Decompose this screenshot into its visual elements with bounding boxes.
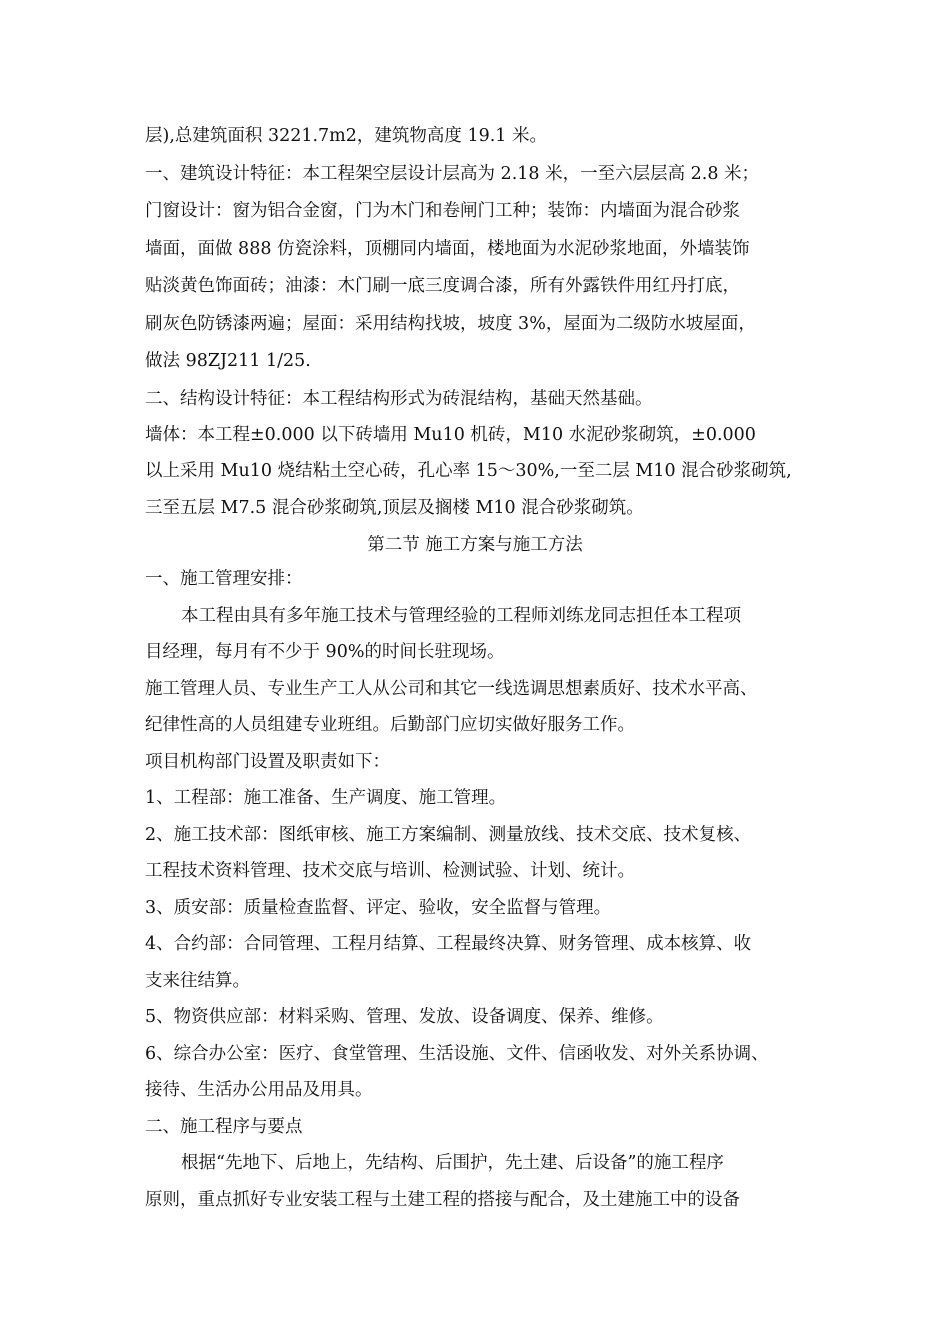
text-line: 1、工程部：施工准备、生产调度、施工管理。 (145, 788, 507, 808)
text-line: 刷灰色防锈漆两遍；屋面：采用结构找坡，坡度 3%，屋面为二级防水坡屋面， (145, 314, 756, 334)
text-line: 贴淡黄色饰面砖；油漆：木门刷一底三度调合漆，所有外露铁件用红丹打底， (145, 276, 740, 296)
text-line: 目经理，每月有不少于 90%的时间长驻现场。 (145, 642, 505, 662)
text-line: 本工程由具有多年施工技术与管理经验的工程师刘练龙同志担任本工程项 (181, 606, 741, 626)
text-line: 6、综合办公室：医疗、食堂管理、生活设施、文件、信函收发、对外关系协调、 (145, 1044, 769, 1064)
text-line: 二、施工程序与要点 (145, 1117, 303, 1137)
text-line: 门窗设计：窗为铝合金窗，门为木门和卷闸门工种；装饰：内墙面为混合砂浆 (145, 201, 740, 221)
text-line: 一、施工管理安排： (145, 569, 303, 589)
text-line: 项目机构部门设置及职责如下： (145, 752, 390, 772)
text-line: 墙体：本工程±0.000 以下砖墙用 Mu10 机砖，M10 水泥砂浆砌筑，±0.000 (145, 425, 756, 445)
text-line: 接待、生活办公用品及用具。 (145, 1080, 373, 1100)
text-line: 墙面，面做 888 仿瓷涂料，顶棚同内墙面，楼地面为水泥砂浆地面，外墙装饰 (145, 239, 750, 259)
text-line: 一、建筑设计特征：本工程架空层设计层高为 2.18 米，一至六层层高 2.8 米； (145, 164, 760, 184)
text-line: 3、质安部：质量检查监督、评定、验收，安全监督与管理。 (145, 898, 612, 918)
text-line: 根据“先地下、后地上，先结构、后围护，先土建、后设备”的施工程序 (181, 1153, 724, 1173)
section-heading: 第二节 施工方案与施工方法 (367, 535, 583, 555)
text-line: 支来往结算。 (145, 971, 250, 991)
text-line: 4、合约部：合同管理、工程月结算、工程最终决算、财务管理、成本核算、收 (145, 934, 752, 954)
text-line: 原则，重点抓好专业安装工程与土建工程的搭接与配合，及土建施工中的设备 (145, 1190, 740, 1210)
text-line: 施工管理人员、专业生产工人从公司和其它一线选调思想素质好、技术水平高、 (145, 679, 758, 699)
text-line: 层),总建筑面积 3221.7m2，建筑物高度 19.1 米。 (145, 126, 548, 146)
text-line: 5、物资供应部：材料采购、管理、发放、设备调度、保养、维修。 (145, 1007, 664, 1027)
text-line: 纪律性高的人员组建专业班组。后勤部门应切实做好服务工作。 (145, 715, 635, 735)
text-line: 二、结构设计特征：本工程结构形式为砖混结构，基础天然基础。 (145, 389, 653, 409)
text-line: 2、施工技术部：图纸审核、施工方案编制、测量放线、技术交底、技术复核、 (145, 825, 752, 845)
text-line: 工程技术资料管理、技术交底与培训、检测试验、计划、统计。 (145, 861, 635, 881)
text-line: 三至五层 M7.5 混合砂浆砌筑,顶层及搁楼 M10 混合砂浆砌筑。 (145, 498, 644, 518)
text-line: 以上采用 Mu10 烧结粘土空心砖，孔心率 15～30%,一至二层 M10 混合砂浆砌筑, (145, 461, 792, 481)
text-line: 做法 98ZJ211 1/25. (145, 351, 311, 371)
